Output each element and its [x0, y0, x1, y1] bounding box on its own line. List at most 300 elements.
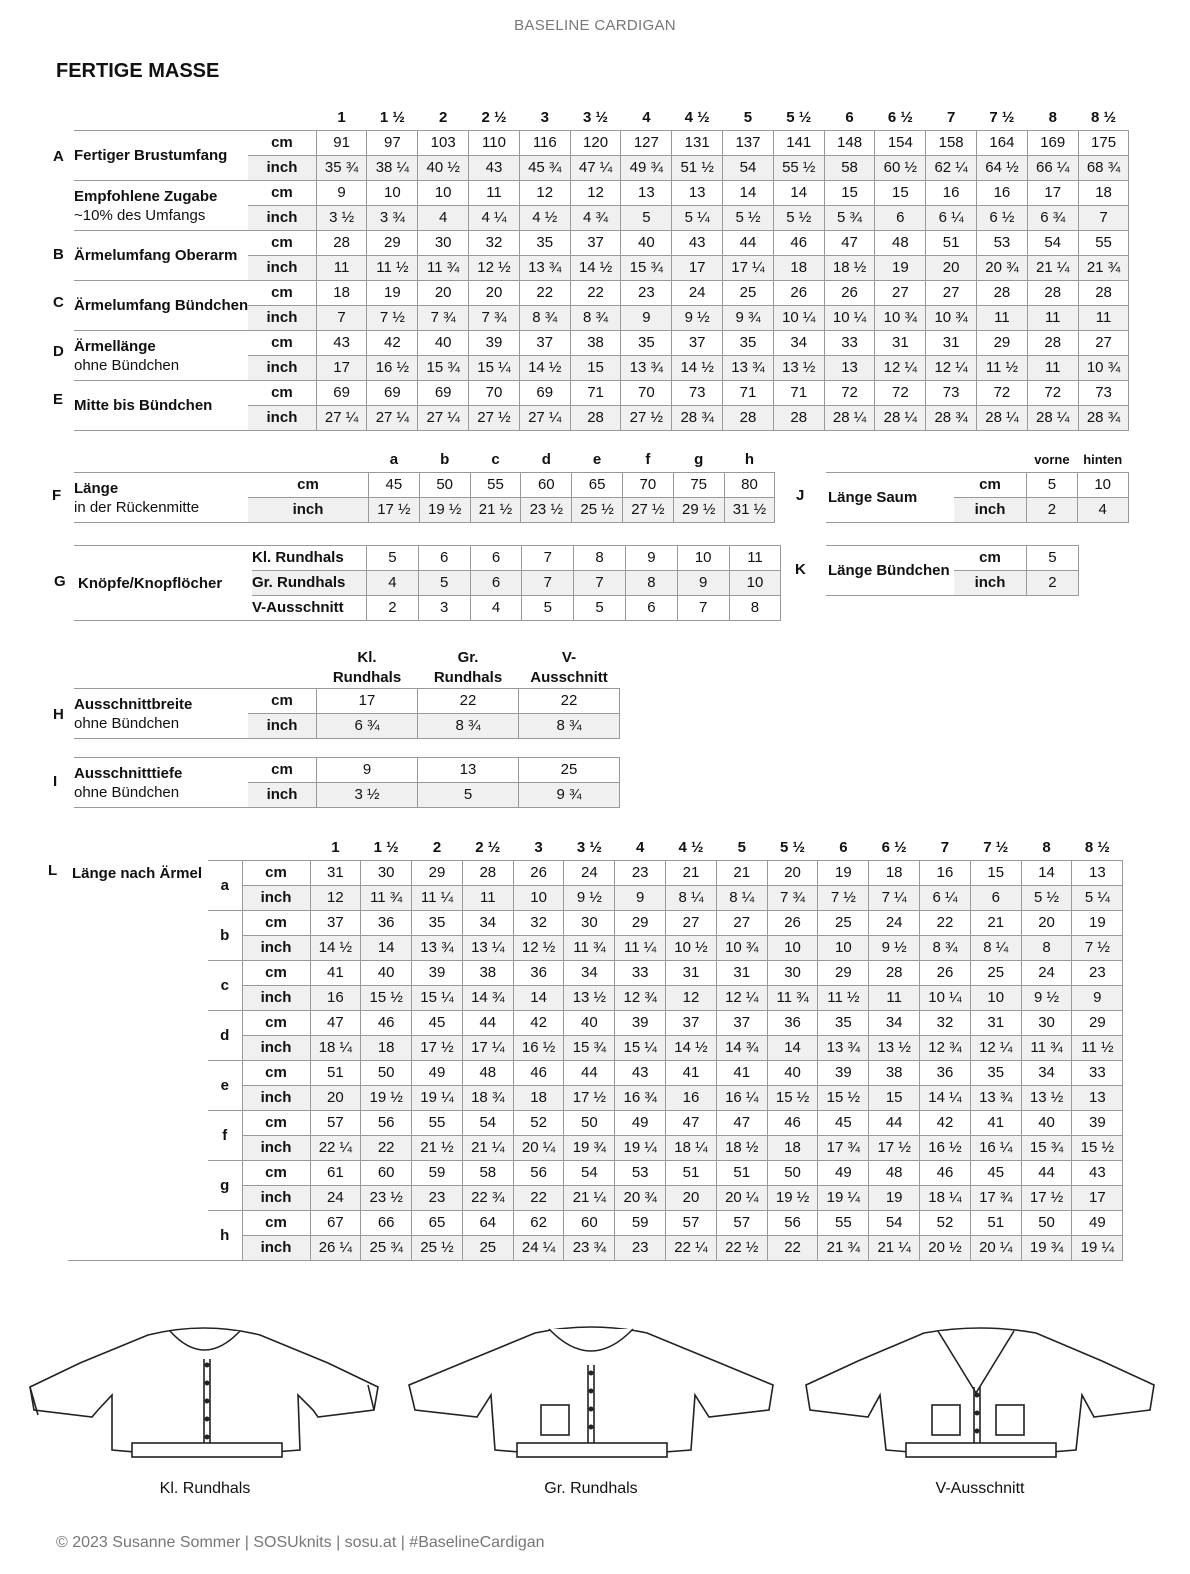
value-cell: 15	[570, 356, 621, 381]
value-cell: 11 ¼	[615, 936, 666, 961]
row-label-text: Fertiger Brustumfang	[74, 147, 228, 164]
value-cell: 54	[1027, 231, 1078, 256]
value-cell: 14	[773, 181, 824, 206]
value-cell: 9 ½	[869, 936, 920, 961]
value-cell: 116	[519, 131, 570, 156]
value-cell: 7	[522, 546, 574, 571]
value-cell: 53	[977, 231, 1028, 256]
value-cell: 120	[570, 131, 621, 156]
size-header: 2 ½	[481, 109, 507, 126]
value-cell: 10 ¾	[875, 306, 926, 331]
value-cell: 5	[574, 596, 626, 621]
value-cell: 45	[970, 1161, 1021, 1186]
unit-cm: cm	[248, 181, 316, 206]
value-cell: 36	[767, 1011, 818, 1036]
value-cell: 26 ¼	[310, 1236, 361, 1261]
value-cell: 11 ¼	[412, 886, 463, 911]
size-header: 6	[839, 839, 848, 856]
unit-inch: inch	[248, 306, 316, 331]
size-header: 1 ½	[379, 109, 405, 126]
value-cell: 29	[367, 231, 418, 256]
value-cell: 46	[361, 1011, 412, 1036]
value-cell: 3 ¾	[367, 206, 418, 231]
value-cell: 13	[418, 758, 519, 783]
value-cell: 18 ¼	[920, 1186, 971, 1211]
unit-cm: cm	[242, 1061, 310, 1086]
unit-cm: cm	[954, 546, 1027, 571]
value-cell: 55	[470, 473, 521, 498]
value-cell: 49	[615, 1111, 666, 1136]
value-cell: 18	[773, 256, 824, 281]
value-cell: 12 ¼	[970, 1036, 1021, 1061]
page-title: FERTIGE MASSE	[56, 60, 220, 82]
value-cell: 14	[513, 986, 564, 1011]
value-cell: 66	[361, 1211, 412, 1236]
value-cell: 19	[1072, 911, 1123, 936]
value-cell: 22	[361, 1136, 412, 1161]
value-cell: 7	[522, 571, 574, 596]
unit-inch: inch	[242, 1036, 310, 1061]
value-cell: 59	[412, 1161, 463, 1186]
value-cell: 158	[926, 131, 977, 156]
value-cell: 11 ¾	[361, 886, 412, 911]
value-cell: 38 ¼	[367, 156, 418, 181]
value-cell: 24	[672, 281, 723, 306]
unit-inch: inch	[242, 936, 310, 961]
value-cell: 28	[1078, 281, 1129, 306]
value-cell: 7 ½	[1072, 936, 1123, 961]
size-header: 4	[642, 109, 651, 126]
value-cell: 11 ½	[1072, 1036, 1123, 1061]
value-cell: 10	[513, 886, 564, 911]
value-cell: 4 ½	[519, 206, 570, 231]
unit-cm: cm	[242, 1211, 310, 1236]
value-cell: 7 ¾	[469, 306, 520, 331]
value-cell: 61	[310, 1161, 361, 1186]
value-cell: 19 ¼	[412, 1086, 463, 1111]
row-sublabel: ohne Bündchen	[74, 356, 180, 374]
value-cell: 19 ¼	[615, 1136, 666, 1161]
value-cell: 15 ¾	[621, 256, 672, 281]
size-header: 2	[432, 839, 442, 856]
value-cell: 55	[818, 1211, 869, 1236]
table-row	[68, 861, 1123, 886]
value-cell: 16 ¼	[716, 1086, 767, 1111]
value-cell: 2	[367, 596, 419, 621]
value-cell: 8 ¾	[920, 936, 971, 961]
value-cell: 19 ¾	[1021, 1236, 1072, 1261]
value-cell: 72	[1027, 381, 1078, 406]
value-cell: 22	[920, 911, 971, 936]
value-cell: 20	[926, 256, 977, 281]
row-label: Länge Saum	[826, 473, 954, 523]
value-cell: 35	[412, 911, 463, 936]
value-cell: 36	[920, 1061, 971, 1086]
value-cell: 25	[519, 758, 620, 783]
value-cell: 27 ¼	[519, 406, 570, 431]
unit-inch: inch	[242, 1186, 310, 1211]
value-cell: 56	[513, 1161, 564, 1186]
value-cell: 15 ¼	[615, 1036, 666, 1061]
column-header: g	[694, 451, 704, 468]
value-cell: 6	[470, 546, 522, 571]
value-cell: 31	[666, 961, 717, 986]
value-cell: 29	[1072, 1011, 1123, 1036]
value-cell: 17 ½	[564, 1086, 615, 1111]
size-header: 6 ½	[887, 109, 913, 126]
value-cell: 5	[1027, 546, 1079, 571]
value-cell: 21 ¾	[818, 1236, 869, 1261]
unit-inch: inch	[954, 498, 1027, 523]
unit-cm: cm	[242, 961, 310, 986]
value-cell: 12	[310, 886, 361, 911]
value-cell: 54	[869, 1211, 920, 1236]
value-cell: 51	[310, 1061, 361, 1086]
value-cell: 46	[513, 1061, 564, 1086]
value-cell: 73	[926, 381, 977, 406]
column-header: a	[389, 451, 399, 468]
value-cell: 11 ¾	[564, 936, 615, 961]
value-cell: 18	[361, 1036, 412, 1061]
value-cell: 23	[412, 1186, 463, 1211]
value-cell: 43	[469, 156, 520, 181]
value-cell: 14 ½	[519, 356, 570, 381]
cardigan-crew-neck-large-icon	[405, 1325, 777, 1475]
value-cell: 23	[615, 861, 666, 886]
value-cell: 13 ½	[564, 986, 615, 1011]
value-cell: 70	[621, 381, 672, 406]
value-cell: 6 ¼	[926, 206, 977, 231]
size-header: 3	[540, 109, 549, 126]
value-cell: 49 ¾	[621, 156, 672, 181]
value-cell: 52	[920, 1211, 971, 1236]
value-cell: 41	[716, 1061, 767, 1086]
value-cell: 34	[869, 1011, 920, 1036]
value-cell: 5 ¼	[672, 206, 723, 231]
value-cell: 23 ½	[361, 1186, 412, 1211]
value-cell: 13	[1072, 1086, 1123, 1111]
value-cell: 13	[672, 181, 723, 206]
value-cell: 47	[666, 1111, 717, 1136]
table-row	[68, 1211, 1123, 1236]
value-cell: 3	[418, 596, 470, 621]
value-cell: 21	[716, 861, 767, 886]
value-cell: 11	[977, 306, 1028, 331]
value-cell: 4	[470, 596, 522, 621]
row-letter: B	[53, 246, 64, 263]
value-cell: 42	[367, 331, 418, 356]
unit-cm: cm	[242, 861, 310, 886]
value-cell: 71	[773, 381, 824, 406]
value-cell: 28 ¼	[1027, 406, 1078, 431]
value-cell: 127	[621, 131, 672, 156]
value-cell: 11	[729, 546, 781, 571]
value-cell: 40	[621, 231, 672, 256]
value-cell: 6	[970, 886, 1021, 911]
value-cell: 34	[564, 961, 615, 986]
size-header: 7 ½	[983, 839, 1009, 856]
value-cell: 21 ¼	[869, 1236, 920, 1261]
illustration-caption-v-neck: V-Ausschnitt	[935, 1480, 1025, 1497]
value-cell: 11	[316, 256, 367, 281]
value-cell: 24	[564, 861, 615, 886]
value-cell: 26	[920, 961, 971, 986]
value-cell: 54	[564, 1161, 615, 1186]
value-cell: 50	[767, 1161, 818, 1186]
row-label	[74, 381, 248, 431]
value-cell: 47	[716, 1111, 767, 1136]
column-header: c	[491, 451, 500, 468]
value-cell: 26	[824, 281, 875, 306]
size-header: 5	[743, 109, 753, 126]
value-cell: 13 ½	[869, 1036, 920, 1061]
value-cell: 17 ½	[1021, 1186, 1072, 1211]
value-cell: 39	[1072, 1111, 1123, 1136]
value-cell: 17 ½	[869, 1136, 920, 1161]
value-cell: 65	[412, 1211, 463, 1236]
value-cell: 70	[622, 473, 673, 498]
value-cell: 15 ½	[767, 1086, 818, 1111]
value-cell: 67	[310, 1211, 361, 1236]
value-cell: 43	[1072, 1161, 1123, 1186]
value-cell: 75	[673, 473, 724, 498]
value-cell: 45	[412, 1011, 463, 1036]
value-cell: 17 ½	[369, 498, 420, 523]
value-cell: 16	[926, 181, 977, 206]
value-cell: 27 ¼	[367, 406, 418, 431]
value-cell: 18	[767, 1136, 818, 1161]
value-cell: 19 ¾	[564, 1136, 615, 1161]
table-row	[68, 1111, 1123, 1136]
value-cell: 11 ½	[367, 256, 418, 281]
row-label-text: Ausschnittbreite	[74, 695, 193, 713]
value-cell: 41	[666, 1061, 717, 1086]
value-cell: 46	[773, 231, 824, 256]
value-cell: 23 ¾	[564, 1236, 615, 1261]
value-cell: 8	[625, 571, 677, 596]
value-cell: 12	[570, 181, 621, 206]
value-cell: 18	[316, 281, 367, 306]
value-cell: 22 ¼	[666, 1236, 717, 1261]
group-key: e	[208, 1061, 242, 1111]
value-cell: 16 ½	[367, 356, 418, 381]
value-cell: 169	[1027, 131, 1078, 156]
value-cell: 8 ¼	[716, 886, 767, 911]
illustration-caption-large-crew: Gr. Rundhals	[544, 1480, 638, 1497]
value-cell: 44	[462, 1011, 513, 1036]
value-cell: 62 ¼	[926, 156, 977, 181]
value-cell: 141	[773, 131, 824, 156]
value-cell: 64	[462, 1211, 513, 1236]
value-cell: 5	[367, 546, 419, 571]
value-cell: 46	[920, 1161, 971, 1186]
value-cell: 20	[1021, 911, 1072, 936]
unit-inch: inch	[242, 1086, 310, 1111]
value-cell: 19 ½	[361, 1086, 412, 1111]
value-cell: 27 ¼	[418, 406, 469, 431]
value-cell: 42	[920, 1111, 971, 1136]
value-cell: 43	[615, 1061, 666, 1086]
value-cell: 17	[1027, 181, 1078, 206]
value-cell: 27	[716, 911, 767, 936]
value-cell: 16	[920, 861, 971, 886]
value-cell: 5	[522, 596, 574, 621]
value-cell: 34	[1021, 1061, 1072, 1086]
value-cell: 6 ½	[977, 206, 1028, 231]
value-cell: 62	[513, 1211, 564, 1236]
value-cell: 22 ½	[716, 1236, 767, 1261]
value-cell: 20	[418, 281, 469, 306]
column-header	[317, 648, 418, 689]
value-cell: 22	[519, 281, 570, 306]
unit-inch: inch	[248, 256, 316, 281]
value-cell: 38	[869, 1061, 920, 1086]
value-cell: 64 ½	[977, 156, 1028, 181]
value-cell: 3 ½	[316, 206, 367, 231]
value-cell: 15	[970, 861, 1021, 886]
value-cell: 27	[926, 281, 977, 306]
group-key: b	[208, 911, 242, 961]
value-cell: 10 ½	[666, 936, 717, 961]
value-cell: 34	[462, 911, 513, 936]
value-cell: 5	[621, 206, 672, 231]
row-label-text: Ärmelumfang Bündchen	[74, 297, 249, 314]
value-cell: 19	[875, 256, 926, 281]
value-cell: 26	[773, 281, 824, 306]
value-cell: 5 ¼	[1072, 886, 1123, 911]
value-cell: 9	[615, 886, 666, 911]
value-cell: 6	[875, 206, 926, 231]
value-cell: 10 ¼	[773, 306, 824, 331]
row-label	[74, 689, 248, 739]
value-cell: 13 ¾	[970, 1086, 1021, 1111]
value-cell: 12 ¾	[920, 1036, 971, 1061]
value-cell: 6 ¼	[920, 886, 971, 911]
value-cell: 50	[419, 473, 470, 498]
value-cell: 56	[767, 1211, 818, 1236]
row-label-text: Mitte bis Bündchen	[74, 397, 213, 414]
value-cell: 8 ¼	[666, 886, 717, 911]
row-letter-j: J	[796, 487, 805, 504]
value-cell: 5 ½	[723, 206, 774, 231]
value-cell: 20	[469, 281, 520, 306]
value-cell: 15	[875, 181, 926, 206]
unit-inch: inch	[248, 783, 317, 808]
table-row	[74, 281, 1129, 306]
column-header-line: V-	[561, 649, 577, 666]
value-cell: 24 ¼	[513, 1236, 564, 1261]
value-cell: 7	[316, 306, 367, 331]
value-cell: 32	[513, 911, 564, 936]
table-row	[74, 689, 620, 714]
value-cell: 9 ½	[672, 306, 723, 331]
value-cell: 20 ½	[920, 1236, 971, 1261]
value-cell: 16	[977, 181, 1028, 206]
buttons-table	[74, 545, 781, 621]
table-row	[68, 1161, 1123, 1186]
value-cell: 19 ¼	[1072, 1236, 1123, 1261]
value-cell: 22	[570, 281, 621, 306]
value-cell: 18	[869, 861, 920, 886]
value-cell: 17	[317, 689, 418, 714]
value-cell: 14 ½	[310, 936, 361, 961]
value-cell: 13	[1072, 861, 1123, 886]
table-row	[74, 381, 1129, 406]
value-cell: 5	[418, 783, 519, 808]
value-cell: 13 ½	[1021, 1086, 1072, 1111]
value-cell: 29	[615, 911, 666, 936]
value-cell: 24	[1021, 961, 1072, 986]
size-header: 3	[534, 839, 543, 856]
value-cell: 21 ¾	[1078, 256, 1129, 281]
value-cell: 14	[767, 1036, 818, 1061]
value-cell: 49	[818, 1161, 869, 1186]
value-cell: 8 ¾	[519, 714, 620, 739]
row-letter-f: F	[52, 487, 62, 504]
value-cell: 47 ¼	[570, 156, 621, 181]
value-cell: 15 ¼	[412, 986, 463, 1011]
column-header-line: Rundhals	[433, 669, 503, 686]
value-cell: 20 ¾	[615, 1186, 666, 1211]
column-header: e	[592, 451, 602, 468]
size-header: 5 ½	[780, 839, 806, 856]
column-header-row	[74, 648, 620, 689]
header-spacer	[248, 106, 316, 131]
size-header-row	[68, 836, 1123, 861]
value-cell: 6 ¾	[1027, 206, 1078, 231]
value-cell: 73	[1078, 381, 1129, 406]
value-cell: 12 ¾	[615, 986, 666, 1011]
row-label	[74, 758, 248, 808]
value-cell: 5	[1027, 473, 1078, 498]
size-header: 7	[946, 109, 956, 126]
value-cell: 23 ½	[521, 498, 572, 523]
value-cell: 20 ¼	[716, 1186, 767, 1211]
size-header: 8	[1048, 109, 1057, 126]
row-letter-k: K	[795, 561, 806, 578]
value-cell: 41	[970, 1111, 1021, 1136]
value-cell: 10	[367, 181, 418, 206]
column-header-row	[74, 448, 775, 473]
group-key: f	[208, 1111, 242, 1161]
value-cell: 12	[519, 181, 570, 206]
row-letter-h: H	[53, 706, 64, 723]
row-label	[74, 231, 248, 281]
table-row	[826, 546, 1078, 571]
group-key: c	[208, 961, 242, 1011]
value-cell: 11	[1027, 356, 1078, 381]
column-header: d	[541, 451, 551, 468]
value-cell: 10	[729, 571, 781, 596]
value-cell: 47	[310, 1011, 361, 1036]
value-cell: 31	[926, 331, 977, 356]
size-header: 7	[940, 839, 950, 856]
value-cell: 60	[564, 1211, 615, 1236]
row-name: Kl. Rundhals	[252, 546, 367, 571]
table-row	[74, 473, 775, 498]
value-cell: 48	[869, 1161, 920, 1186]
value-cell: 30	[1021, 1011, 1072, 1036]
value-cell: 13 ¾	[723, 356, 774, 381]
value-cell: 27	[1078, 331, 1129, 356]
row-name: Gr. Rundhals	[252, 571, 367, 596]
value-cell: 23	[1072, 961, 1123, 986]
illustration-caption-small-crew: Kl. Rundhals	[159, 1480, 251, 1497]
value-cell: 14 ½	[672, 356, 723, 381]
column-header-line: Kl.	[357, 649, 377, 666]
value-cell: 15 ¼	[469, 356, 520, 381]
value-cell: 57	[666, 1211, 717, 1236]
